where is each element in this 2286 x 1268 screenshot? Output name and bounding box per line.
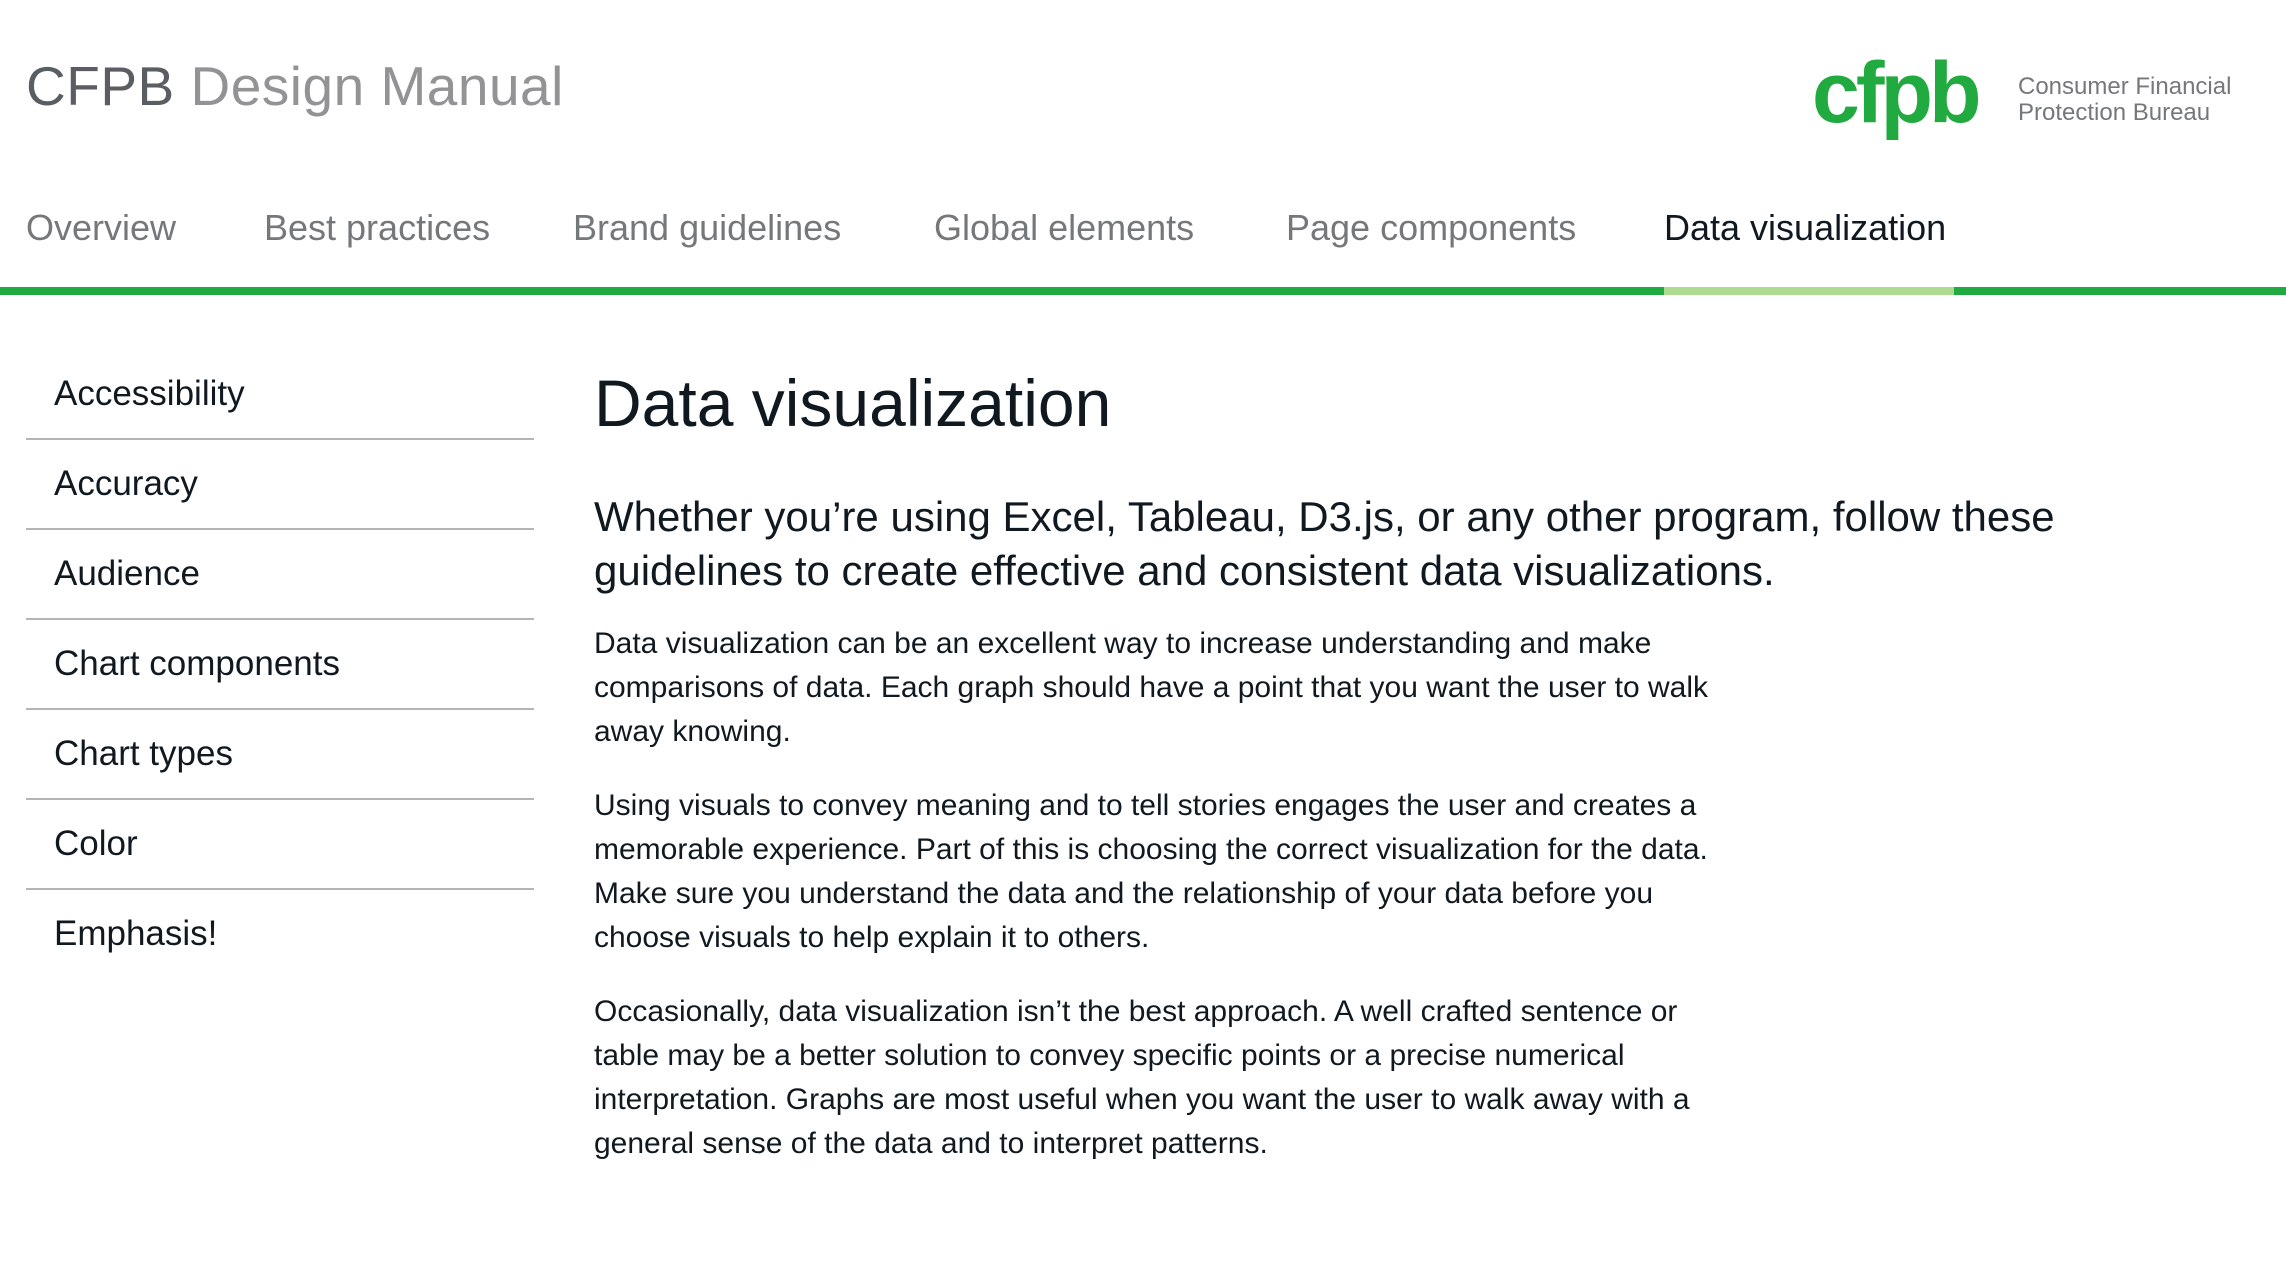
- body-paragraph-2: Using visuals to convey meaning and to tell stories engages the user and creates a memorable experience. Part of this is choosing the correct visualization for the data. Make sure you understand the data and the relationship of your data before you choose visuals to help explain it to others.: [594, 789, 1708, 954]
- cfpb-wordmark-logo: [1812, 50, 2012, 150]
- logo-line-2: Protection Bureau: [2018, 99, 2211, 126]
- sidebar-item-color[interactable]: Color: [26, 800, 534, 890]
- sidebar-item-chart-types[interactable]: Chart types: [26, 710, 534, 800]
- cfpb-logo[interactable]: [1812, 50, 2252, 150]
- site-title-design-manual: Design Manual: [190, 55, 564, 117]
- sidebar-item-chart-components[interactable]: Chart components: [26, 620, 534, 710]
- nav-item-page-components[interactable]: Page components: [1286, 207, 1577, 248]
- cfpb-logo-text: [2018, 74, 2231, 126]
- page-title: Data visualization: [594, 366, 1112, 440]
- body-paragraph-1: Data visualization can be an excellent way to increase understanding and make comparisons of data. Each graph should have a point that you want the user to walk away knowing.: [594, 627, 1709, 748]
- sidebar-item-audience[interactable]: Audience: [26, 530, 534, 620]
- nav-item-best-practices[interactable]: Best practices: [264, 207, 491, 248]
- logo-line-1: Consumer Financial: [2018, 73, 2232, 100]
- sidebar-item-emphasis[interactable]: Emphasis!: [54, 914, 218, 953]
- nav-item-overview[interactable]: Overview: [26, 207, 177, 248]
- body-paragraph-3: Occasionally, data visualization isn’t the best approach. A well crafted sentence or table may be a better solution to convey specific points or a precise numerical interpretation. Graphs are most useful when you want the user to walk away with a general sense of the data and to interpret patterns.: [594, 995, 1690, 1160]
- cfpb-wordmark-text: cfpb: [1812, 50, 1978, 141]
- site-title-cfpb: CFPB: [26, 55, 175, 117]
- main-content: [594, 358, 2234, 1196]
- nav-item-data-visualization[interactable]: Data visualization: [1664, 207, 1947, 248]
- nav-item-global-elements[interactable]: Global elements: [934, 207, 1195, 248]
- sidebar-item-accuracy[interactable]: Accuracy: [26, 440, 534, 530]
- sidebar-item-accessibility[interactable]: Accessibility: [26, 350, 534, 440]
- nav-active-indicator: [1664, 287, 1954, 295]
- sidebar-nav: [26, 360, 534, 978]
- nav-item-brand-guidelines[interactable]: Brand guidelines: [573, 207, 842, 248]
- primary-nav: [0, 196, 2286, 294]
- site-title[interactable]: [26, 54, 564, 118]
- lead-paragraph: Whether you’re using Excel, Tableau, D3.js, or any other program, follow these guidelines to create effective and consistent data visualizations.: [594, 493, 2055, 594]
- site-header: [0, 0, 2286, 170]
